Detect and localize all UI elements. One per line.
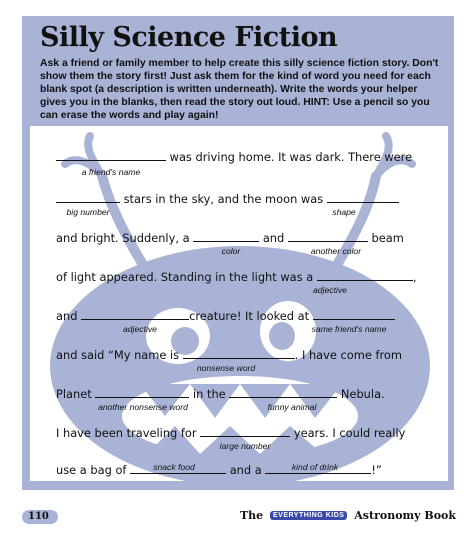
hint-snack-food: snack food (153, 462, 195, 472)
hint-same-friend-name: same friend's name (311, 324, 387, 334)
hint-big-number: big number (66, 207, 110, 217)
story-line-7: Planet in the Nebula. (56, 387, 385, 401)
blank-adjective-2[interactable] (81, 307, 189, 320)
hint-color: color (221, 246, 241, 256)
story-line-6: and said “My name is . I have come from (56, 348, 402, 362)
hint-shape: shape (332, 207, 356, 217)
blank-funny-animal[interactable] (229, 385, 337, 398)
hint-another-color: another color (310, 246, 362, 256)
blank-shape[interactable] (327, 190, 399, 203)
blank-big-number[interactable] (56, 190, 120, 203)
blank-nonsense-word[interactable] (183, 346, 295, 359)
hint-funny-animal: funny animal (267, 402, 317, 412)
hint-kind-of-drink: kind of drink (291, 462, 339, 472)
book-title: The EVERYTHING KIDS Astronomy Book (239, 509, 456, 522)
blank-friend-name[interactable] (56, 148, 166, 161)
story-panel (30, 126, 448, 481)
blank-another-nonsense-word[interactable] (95, 385, 189, 398)
story-line-4: of light appeared. Standing in the light was a , (56, 270, 417, 284)
everything-kids-logo: EVERYTHING KIDS (270, 511, 347, 520)
hint-adjective-2: adjective (123, 324, 157, 334)
page-number: 110 (28, 511, 49, 522)
blank-same-friend-name[interactable] (313, 307, 395, 320)
activity-panel (22, 16, 454, 490)
instructions-text: Ask a friend or family member to help create this silly science fiction story. Don't show them the story first! Just ask them for the kind of word you need for each blank spot (a description is written underneath). Write the words your helper gives you in the blanks, then read the story out loud. HINT: Use a pencil so you can erase the words and play again! (40, 58, 439, 121)
story-line-5: and creature! It looked at (56, 307, 395, 324)
story-line-2: stars in the sky, and the moon was (56, 190, 399, 207)
story-line-8: I have been traveling for years. I could really (56, 426, 406, 440)
blank-another-color[interactable] (288, 229, 368, 242)
page-footer (0, 496, 474, 548)
page-title: Silly Science Fiction (40, 22, 338, 53)
hint-nonsense-word: nonsense word (196, 363, 256, 373)
story-line-9: use a bag of and a !” (56, 463, 382, 477)
story-line-1: was driving home. It was dark. There were (56, 148, 412, 165)
hint-adjective-1: adjective (313, 285, 347, 295)
hint-friend-name: a friend's name (81, 167, 141, 177)
blank-large-number[interactable] (200, 424, 290, 437)
hint-another-nonsense-word: another nonsense word (98, 402, 188, 412)
blank-adjective-1[interactable] (317, 268, 413, 281)
blank-color[interactable] (193, 229, 259, 242)
hint-large-number: large number (219, 441, 271, 451)
story-line-3: and bright. Suddenly, a and beam (56, 231, 404, 245)
